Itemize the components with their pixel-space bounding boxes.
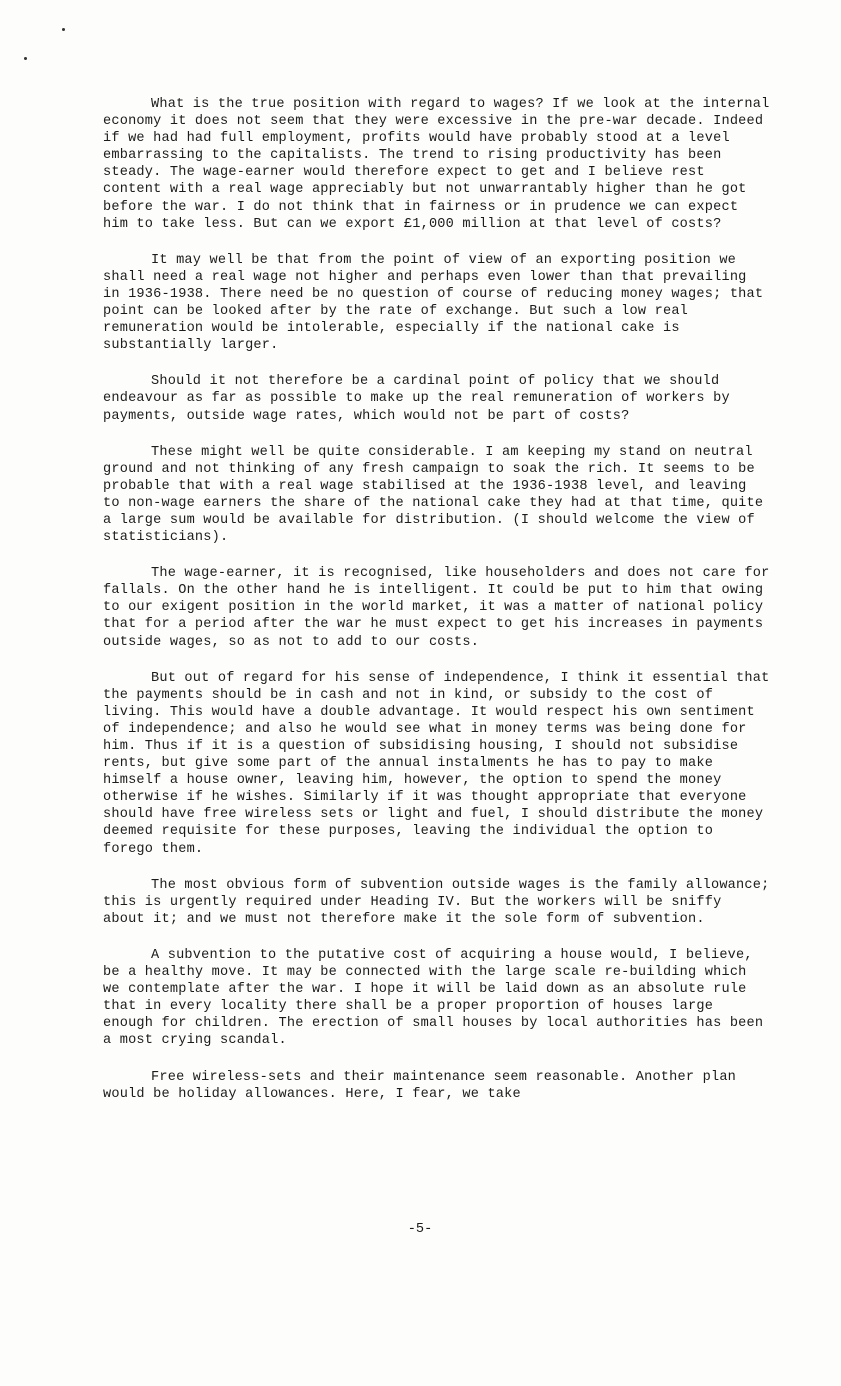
paragraph: What is the true position with regard to wages? If we look at the internal economy it does not seem that they were excessive in the pre-war decade. Indeed if we had had full employment, profits would have probably stood at a level embarrassing to the capitalists. The trend to rising productivity has been steady. The wage-earner would therefore expect to get and I believe rest content with a real wage appreciably but not unwarrantably higher than he got before the war. I do not think that in fairness or in prudence we can expect him to take less. But can we export £1,000 million at that level of costs? (103, 97, 770, 232)
paragraph: A subvention to the putative cost of acquiring a house would, I believe, be a healthy move. It may be connected with the large scale re-building which we contemplate after the war. I hope it will be laid down as an absolute rule that in every locality there shall be a proper proportion of houses large enough for children. The erection of small houses by local authorities has been a most crying scandal. (103, 947, 764, 1049)
paragraph: Free wireless-sets and their maintenance seem reasonable. Another plan would be holiday allowances. Here, I fear, we take (103, 1069, 737, 1102)
paragraph: The wage-earner, it is recognised, like householders and does not care for fallals. On the other hand he is intelligent. It could be put to him that owing to our exigent position in the world market, it was a matter of national policy that for a period after the war he must expect to get his increases in payments outside wages, so as not to add to our costs. (103, 566, 770, 650)
paragraph: These might well be quite considerable. I am keeping my stand on neutral ground and not thinking of any fresh campaign to soak the rich. It seems to be probable that with a real wage stabilised at the 1936-1938 level, and leaving to non-wage earners the share of the national cake they had at that time, quite a large sum would be available for distribution. (I should welcome the view of statisticians). (103, 444, 764, 546)
paragraph: It may well be that from the point of view of an exporting position we shall need a real wage not higher and perhaps even lower than that prevailing in 1936-1938. There need be no question of course of reducing money wages; that point can be looked after by the rate of exchange. But such a low real remuneration would be intolerable, especially if the national cake is substantially larger. (103, 252, 764, 354)
paragraph: The most obvious form of subvention outside wages is the family allowance; this is urgently required under Heading IV. But the workers will be sniffy about it; and we must not therefore make it the sole form of subvention. (103, 877, 770, 927)
scan-speck (62, 28, 65, 31)
scan-speck (24, 57, 27, 60)
paragraph: But out of regard for his sense of independence, I think it essential that the payments should be in cash and not in kind, or subsidy to the cost of living. This would have a double advantage. It would respect his own sentiment of independence; and also he would see what in money terms was being done for him. Thus if it is a question of subsidising housing, I should not subsidise rents, but give some part of the annual instalments he has to pay to make himself a house owner, leaving him, however, the option to spend the money otherwise if he wishes. Similarly if it was thought appropriate that everyone should have free wireless sets or light and fuel, I should distribute the money deemed requisite for these purposes, leaving the individual the option to forego them. (103, 670, 770, 857)
page-number: -5- (407, 1222, 433, 1237)
document-body (103, 96, 771, 1122)
paragraph: Should it not therefore be a cardinal point of policy that we should endeavour as far as possible to make up the real remuneration of workers by payments, outside wage rates, which would not be part of costs? (103, 374, 730, 424)
